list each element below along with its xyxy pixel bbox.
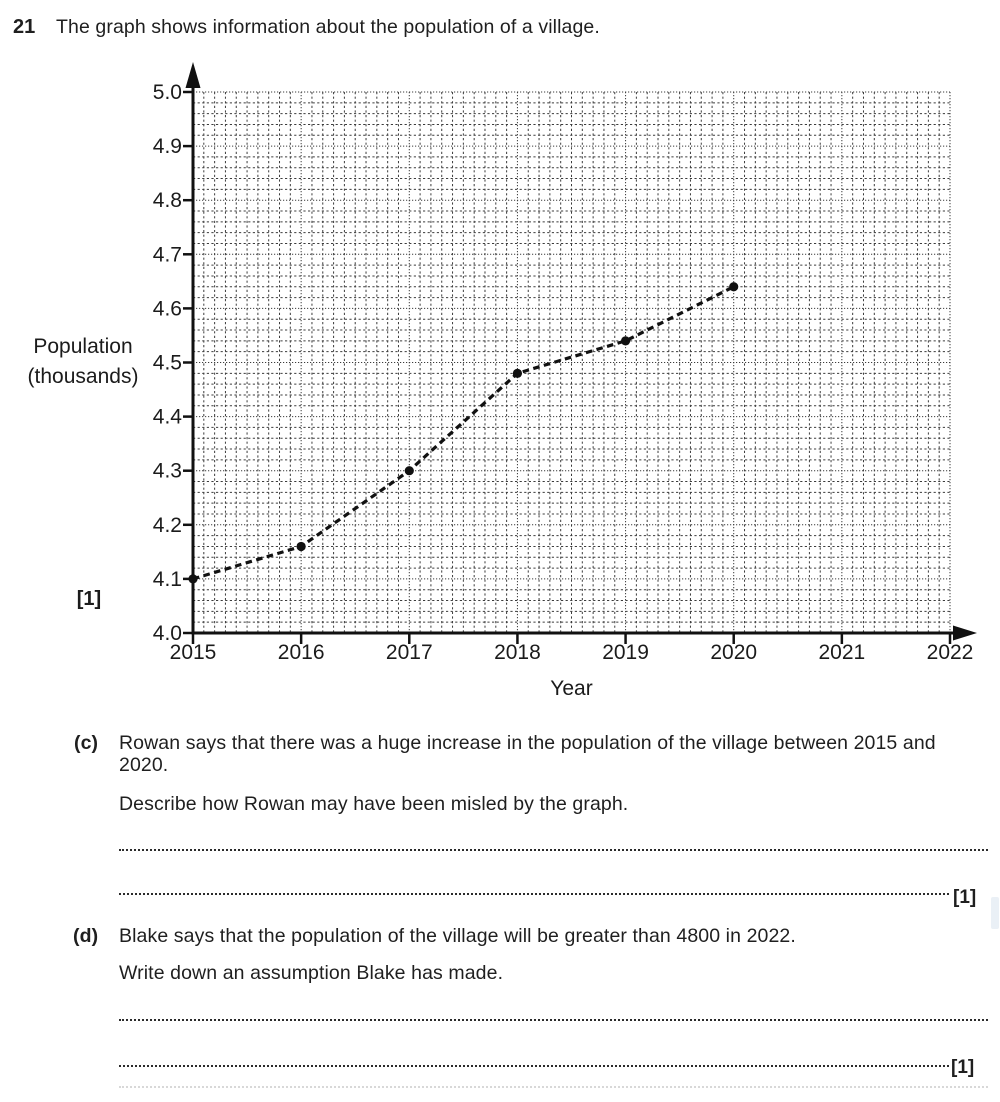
part-c-mark: [1] <box>953 887 977 908</box>
y-tick-label: 4.3 <box>152 459 182 483</box>
x-tick-label: 2015 <box>169 641 217 664</box>
part-c-prompt: Describe how Rowan may have been misled by the graph. <box>119 793 629 815</box>
x-tick-label: 2021 <box>818 641 866 664</box>
x-tick-label: 2016 <box>277 641 325 664</box>
y-tick-label: 4.8 <box>152 189 182 213</box>
question-title: The graph shows information about the population of a village. <box>56 16 600 38</box>
part-d-mark: [1] <box>951 1057 975 1078</box>
data-point <box>513 369 522 378</box>
cropped-answer-line <box>119 1086 988 1088</box>
part-d-answer-line-1 <box>119 1019 988 1021</box>
x-tick-label: 2019 <box>602 641 649 664</box>
y-axis-arrow-icon <box>186 62 201 88</box>
y-tick-label: 4.9 <box>152 135 182 159</box>
data-point <box>621 336 630 345</box>
y-tick-label: 4.5 <box>152 351 182 375</box>
x-axis-arrow-icon <box>953 626 977 641</box>
data-point <box>405 466 414 475</box>
x-tick-label: 2017 <box>385 641 433 664</box>
part-d-answer-line-2 <box>119 1065 949 1067</box>
part-c-statement-line-1: Rowan says that there was a huge increase in the population of the village between 2015 and <box>119 732 936 754</box>
data-point <box>729 282 738 291</box>
part-b-mark: [1] <box>76 588 102 610</box>
x-tick-label: 2020 <box>710 641 758 664</box>
y-tick-label: 4.0 <box>152 622 182 645</box>
screen-artifact <box>991 897 999 929</box>
part-d-statement-line-1: Blake says that the population of the village will be greater than 4800 in 2022. <box>119 925 796 947</box>
part-c-answer-line-2 <box>119 893 949 895</box>
population-chart <box>0 60 1000 710</box>
data-point <box>297 542 306 551</box>
x-axis-title: Year <box>550 677 593 700</box>
x-tick-label: 2018 <box>494 641 541 664</box>
part-c-answer-line-1 <box>119 849 988 851</box>
x-tick-label: 2022 <box>926 641 974 664</box>
y-tick-label: 4.7 <box>152 243 182 267</box>
part-d-prompt: Write down an assumption Blake has made. <box>119 962 504 984</box>
y-tick-label: 4.6 <box>152 297 182 321</box>
y-axis-title: (thousands) <box>27 365 139 388</box>
question-number: 21 <box>13 16 36 38</box>
y-tick-label: 4.2 <box>152 513 182 537</box>
part-d-label: (d) <box>73 925 99 947</box>
data-point <box>188 574 197 583</box>
y-tick-label: 4.1 <box>152 567 182 591</box>
y-axis-title: Population <box>33 335 133 358</box>
part-c-label: (c) <box>74 732 99 754</box>
y-tick-label: 4.4 <box>152 405 182 429</box>
part-c-statement-line-2: 2020. <box>119 754 169 776</box>
y-tick-label: 5.0 <box>152 81 182 104</box>
